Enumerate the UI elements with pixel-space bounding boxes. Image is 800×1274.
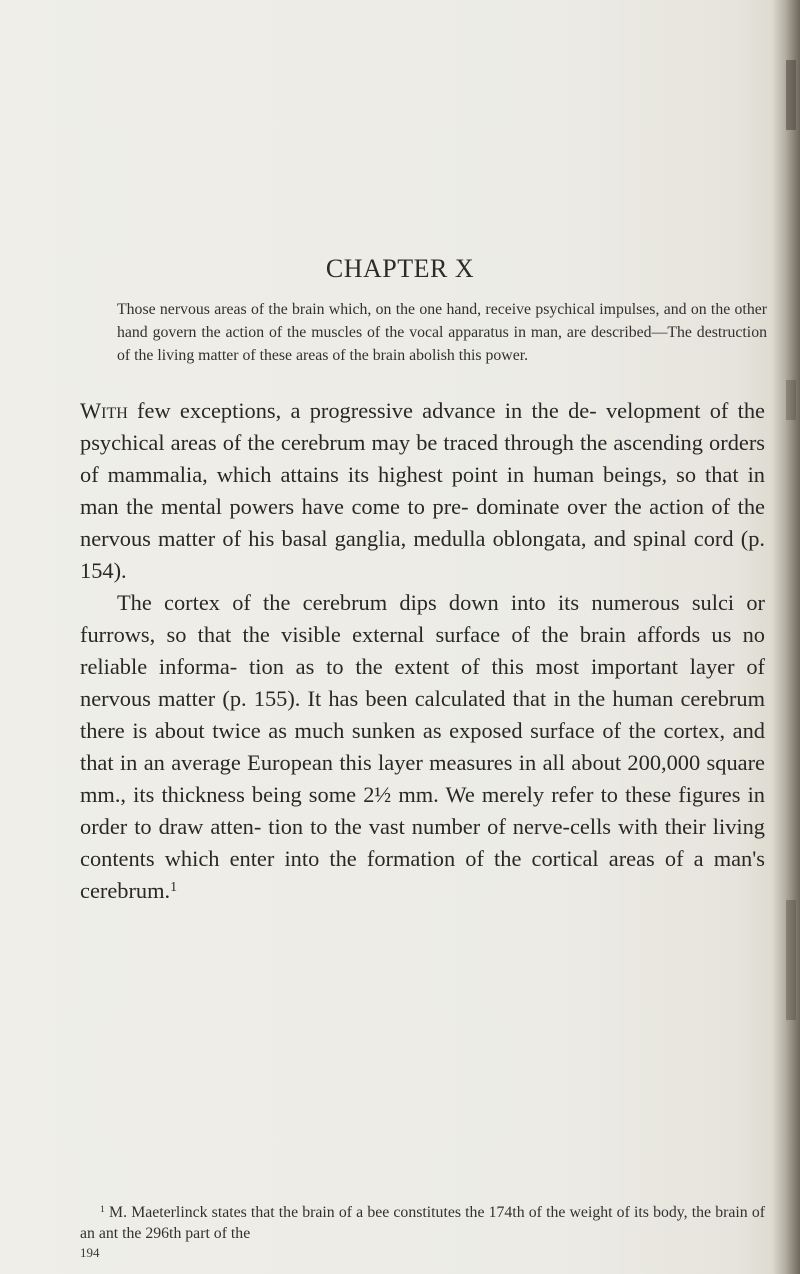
page-number: 194 bbox=[80, 1245, 100, 1260]
footnote bbox=[80, 1202, 765, 1244]
body-text bbox=[80, 395, 765, 907]
paragraph-1-text: few exceptions, a progressive advance in the de- velopment of the psychical areas of the cerebrum may be traced through the ascending orders of mammalia, which attains its highest point in human beings, so that in man the mental powers have come to pre- dominate over the action of the nervous matter of his basal ganglia, medulla oblongata, and spinal cord (p. 154). bbox=[80, 398, 765, 583]
paragraph-2 bbox=[80, 587, 765, 907]
chapter-summary: Those nervous areas of the brain which, on the one hand, receive psychical impulses, and on the other hand govern the action of the muscles of the vocal apparatus in man, are described—The destruction of the living matter of these areas of the brain abolish this power. bbox=[117, 301, 767, 364]
footnote-reference[interactable]: 1 bbox=[170, 880, 178, 896]
page-edge-mark bbox=[786, 380, 796, 420]
paragraph-lead-word: With bbox=[80, 398, 128, 423]
footnote-marker: 1 bbox=[100, 1204, 105, 1216]
page-edge-mark bbox=[786, 60, 796, 130]
page-edge-shadow bbox=[772, 0, 800, 1274]
chapter-title: CHAPTER X bbox=[325, 254, 475, 283]
paragraph-1 bbox=[80, 395, 765, 587]
footnote-text: M. Maeterlinck states that the brain of a bee constitutes the 174th of the weight of its body, the brain of an ant the 296th part of the bbox=[80, 1204, 765, 1242]
paragraph-2-text: The cortex of the cerebrum dips down into its numerous sulci or furrows, so that the visible external surface of the brain affords us no reliable informa- tion as to the extent of this most important layer of nervous matter (p. 155). It has been calculated that in the human cerebrum there is about twice as much sunken as exposed surface of the cortex, and that in an average European this layer measures in all about 200,000 square mm., its thickness being some 2½ mm. We merely refer to these figures in order to draw atten- tion to the vast number of nerve-cells with their living contents which enter into the formation of the cortical areas of a man's cerebrum. bbox=[80, 590, 765, 903]
page-edge-mark bbox=[786, 900, 796, 1020]
